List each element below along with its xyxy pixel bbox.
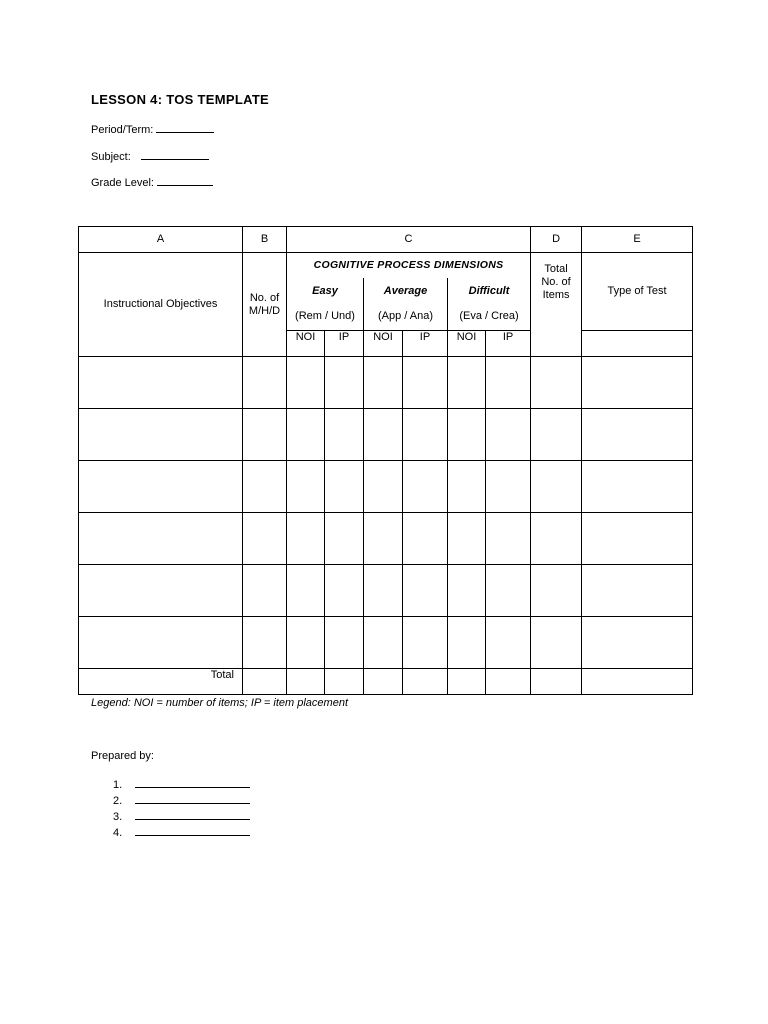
legend-text: Legend: NOI = number of items; IP = item placement	[91, 697, 348, 709]
col-letter-e: E	[582, 227, 693, 253]
header-row-1	[79, 253, 693, 279]
subject-label: Subject:	[91, 151, 131, 163]
signatory-number: 1.	[113, 779, 123, 791]
no-mhd-label-2: M/H/D	[248, 304, 281, 317]
total-row-label: Total	[79, 669, 243, 695]
col-letter-d: D	[531, 227, 582, 253]
total-row	[79, 669, 693, 695]
table-row	[79, 565, 693, 617]
total-items-label-2: No. of	[541, 276, 571, 288]
col-letter-b: B	[243, 227, 287, 253]
instructional-objectives-header	[79, 253, 243, 357]
signatory-blank[interactable]	[135, 809, 250, 820]
signatory-number: 4.	[113, 827, 123, 839]
signatory-number: 3.	[113, 811, 123, 823]
difficult-sub: (Eva / Crea)	[459, 310, 519, 322]
difficult-noi-header: NOI	[448, 331, 486, 357]
total-items-header	[531, 253, 582, 357]
average-label: Average	[383, 285, 428, 297]
easy-sub: (Rem / Und)	[295, 310, 355, 322]
no-mhd-label-1: No. of	[249, 291, 280, 304]
no-mhd-header	[243, 253, 287, 357]
grade-level-blank[interactable]	[157, 175, 213, 186]
type-of-test-header: Type of Test	[582, 253, 693, 331]
col-letter-a: A	[79, 227, 243, 253]
difficult-label: Difficult	[468, 285, 510, 297]
signatory-blank[interactable]	[135, 777, 250, 788]
signatory-line-2	[113, 793, 250, 807]
table-row	[79, 461, 693, 513]
prepared-by-label: Prepared by:	[91, 750, 154, 762]
document-title: LESSON 4: TOS TEMPLATE	[91, 92, 270, 107]
table-row	[79, 513, 693, 565]
signatory-number: 2.	[113, 795, 123, 807]
average-header	[364, 278, 448, 331]
difficult-header	[448, 278, 531, 331]
easy-noi-header: NOI	[287, 331, 325, 357]
difficult-ip-header: IP	[486, 331, 531, 357]
total-items-label-3: Items	[542, 289, 570, 301]
easy-header	[287, 278, 364, 331]
grade-level-label: Grade Level:	[91, 177, 158, 189]
column-letter-row	[79, 227, 693, 253]
easy-label: Easy	[312, 285, 338, 297]
table-row	[79, 617, 693, 669]
table-row	[79, 409, 693, 461]
average-ip-header: IP	[403, 331, 448, 357]
cognitive-process-dimensions-header: COGNITIVE PROCESS DIMENSIONS	[287, 253, 531, 279]
average-sub: (App / Ana)	[377, 310, 434, 322]
subject-field	[91, 149, 209, 163]
period-term-field	[91, 122, 214, 136]
signatory-blank[interactable]	[135, 825, 250, 836]
signatory-line-3	[113, 809, 250, 823]
instructional-objectives-label: Instructional Objectives	[103, 298, 218, 310]
period-term-label: Period/Term:	[91, 124, 157, 136]
average-noi-header: NOI	[364, 331, 403, 357]
signatory-blank[interactable]	[135, 793, 250, 804]
period-term-blank[interactable]	[156, 122, 214, 133]
total-items-label-1: Total	[544, 263, 568, 275]
easy-ip-header: IP	[325, 331, 364, 357]
grade-level-field	[91, 175, 213, 189]
signatory-line-4	[113, 825, 250, 839]
type-of-test-spacer	[582, 331, 693, 357]
table-row	[79, 357, 693, 409]
col-letter-c: C	[287, 227, 531, 253]
subject-blank[interactable]	[141, 149, 209, 160]
tos-table	[78, 226, 693, 695]
signatory-line-1	[113, 777, 250, 791]
